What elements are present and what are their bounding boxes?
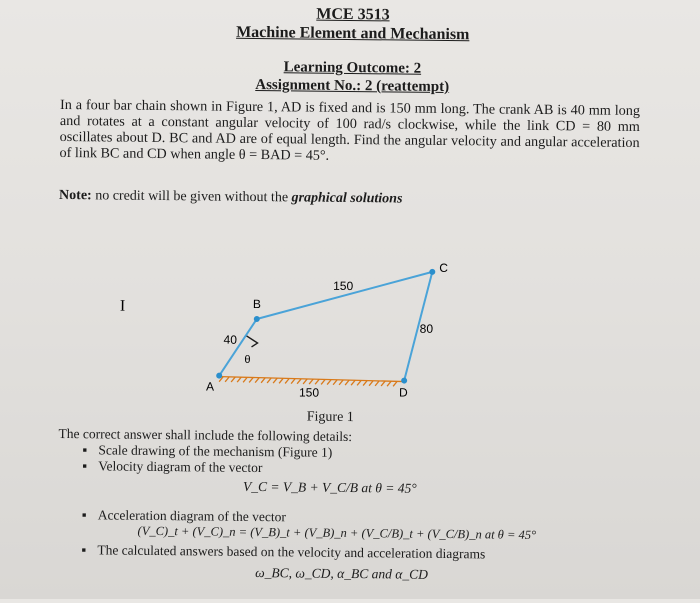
hatch-mark xyxy=(267,378,271,383)
label-len-cd: 80 xyxy=(419,321,434,336)
figure-caption: Figure 1 xyxy=(306,409,354,426)
hatch-mark xyxy=(279,378,283,383)
bullet-text-2: Velocity diagram of the vector xyxy=(98,458,263,476)
label-theta: θ xyxy=(244,353,251,366)
hatch-mark xyxy=(273,378,277,383)
hatch-mark xyxy=(303,379,307,384)
course-title: Machine Element and Mechanism xyxy=(236,23,470,44)
hatch-mark xyxy=(351,380,355,385)
bullet-text-1: Scale drawing of the mechanism (Figure 1) xyxy=(98,442,333,460)
hatch-mark xyxy=(363,381,367,386)
details-heading: The correct answer shall include the following details: xyxy=(58,425,353,445)
hatch-mark xyxy=(375,381,379,386)
text-cursor-icon: I xyxy=(119,297,126,315)
assignment-number: Assignment No.: 2 (reattempt) xyxy=(255,76,450,96)
hatch-mark xyxy=(393,381,397,386)
note-emphasis: graphical solutions xyxy=(291,190,403,207)
velocity-equation: V_C = V_B + V_C/B at θ = 45° xyxy=(242,478,417,496)
hatch-mark xyxy=(309,379,313,384)
course-code: MCE 3513 xyxy=(316,5,390,24)
bullet-icon: ▪ xyxy=(81,507,87,523)
bullet-text-4: The calculated answers based on the velocity and acceleration diagrams xyxy=(97,542,486,562)
hatch-mark xyxy=(225,377,229,382)
label-len-ab: 40 xyxy=(223,332,238,347)
hatch-mark xyxy=(369,381,373,386)
bullet-icon: ▪ xyxy=(81,542,87,558)
hatch-mark xyxy=(249,377,253,382)
bullet-item-2 xyxy=(82,458,262,476)
hatch-mark xyxy=(345,380,349,385)
label-d: D xyxy=(398,385,408,400)
joint-c xyxy=(429,269,435,275)
hatch-mark xyxy=(231,377,235,382)
note-label: Note: xyxy=(59,187,92,204)
label-len-bc: 150 xyxy=(333,278,354,294)
joint-d xyxy=(401,378,407,384)
label-b: B xyxy=(252,296,262,312)
hatch-mark xyxy=(321,379,325,384)
hatch-mark xyxy=(285,378,289,383)
bullet-icon: ▪ xyxy=(82,458,88,474)
hatch-mark xyxy=(243,377,247,382)
label-len-ad: 150 xyxy=(298,385,320,400)
hatch-mark xyxy=(339,380,343,385)
note-text: no credit will be given without the xyxy=(91,188,292,206)
hatch-mark xyxy=(255,378,259,383)
link-ab xyxy=(219,319,257,376)
bullet-item-4 xyxy=(81,542,485,562)
hatch-mark xyxy=(291,379,295,384)
acceleration-equation: (V_C)_t + (V_C)_n = (V_B)_t + (V_B)_n + (V_C/B)_t + (V_C/B)_n at θ = 45° xyxy=(137,523,537,542)
rotation-arrow-icon xyxy=(247,336,258,347)
hatch-mark xyxy=(381,381,385,386)
problem-statement: In a four bar chain shown in Figure 1, AD is fixed and is 150 mm long. The crank AB is 40 mm long and rotates at a constant angular velocity of 100 rad/s clockwise, while the link CD = 80 mm oscillates about D. BC and AD are of equal length. Find the angular velocity and angular acceleration of link BC and CD when angle θ = BAD = 45°. xyxy=(59,96,641,164)
label-c: C xyxy=(439,260,449,276)
hatch-mark xyxy=(387,381,391,386)
link-bc xyxy=(257,270,433,321)
bullet-text-3: Acceleration diagram of the vector xyxy=(97,507,286,525)
hatch-mark xyxy=(357,380,361,385)
hatch-mark xyxy=(261,378,265,383)
hatch-mark xyxy=(333,380,337,385)
hatch-mark xyxy=(327,380,331,385)
label-a: A xyxy=(206,379,215,394)
bullet-icon: ▪ xyxy=(82,442,88,458)
hatch-mark xyxy=(297,379,301,384)
answers-list: ω_BC, ω_CD, α_BC and α_CD xyxy=(255,565,428,582)
hatch-mark xyxy=(315,379,319,384)
bullet-item-3 xyxy=(82,507,286,525)
hatch-mark xyxy=(237,377,241,382)
learning-outcome: Learning Outcome: 2 xyxy=(283,59,422,77)
